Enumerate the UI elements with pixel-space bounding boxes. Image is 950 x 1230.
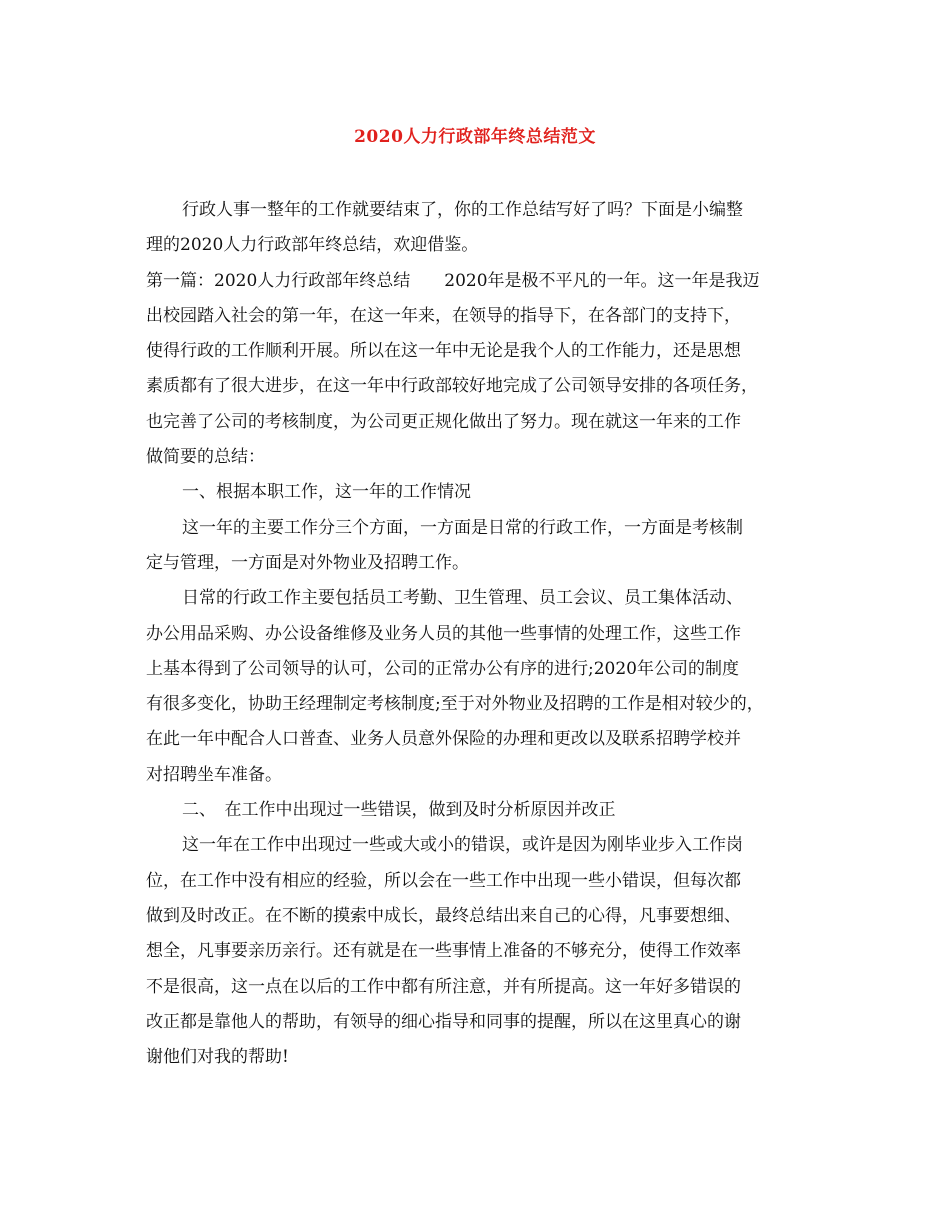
text-line: 有很多变化，协助王经理制定考核制度;至于对外物业及招聘的工作是相对较少的， — [146, 694, 764, 715]
text-line: 第一篇：2020人力行政部年终总结 2020年是极不平凡的一年。这一年是我迈 — [146, 270, 760, 291]
document-body — [146, 193, 826, 1075]
text-line: 理的2020人力行政部年终总结，欢迎借鉴。 — [146, 235, 479, 256]
text-line: 谢他们对我的帮助! — [146, 1047, 289, 1068]
text-line: 位，在工作中没有相应的经验，所以会在一些工作中出现一些小错误，但每次都 — [146, 870, 741, 891]
text-line: 做简要的总结： — [146, 447, 265, 468]
text-line: 上基本得到了公司领导的认可，公司的正常办公有序的进行;2020年公司的制度 — [146, 658, 739, 679]
text-line: 想全，凡事要亲历亲行。还有就是在一些事情上准备的不够充分，使得工作效率 — [146, 941, 741, 962]
text-line: 日常的行政工作主要包括员工考勤、卫生管理、员工会议、员工集体活动、 — [182, 588, 743, 609]
text-line: 这一年的主要工作分三个方面，一方面是日常的行政工作，一方面是考核制 — [182, 517, 743, 538]
text-line: 定与管理，一方面是对外物业及招聘工作。 — [146, 552, 469, 573]
text-line: 改正都是靠他人的帮助，有领导的细心指导和同事的提醒，所以在这里真心的谢 — [146, 1011, 741, 1032]
text-line: 做到及时改正。在不断的摸索中成长，最终总结出来自己的心得，凡事要想细、 — [146, 905, 741, 926]
document-title: 2020人力行政部年终总结范文 — [354, 127, 596, 147]
text-line: 行政人事一整年的工作就要结束了，你的工作总结写好了吗？下面是小编整 — [182, 200, 743, 220]
text-line: 办公用品采购、办公设备维修及业务人员的其他一些事情的处理工作，这些工作 — [146, 623, 741, 644]
text-line: 在此一年中配合人口普查、业务人员意外保险的办理和更改以及联系招聘学校并 — [146, 729, 741, 750]
text-line: 二、 在工作中出现过一些错误，做到及时分析原因并改正 — [182, 800, 616, 821]
text-line: 使得行政的工作顺利开展。所以在这一年中无论是我个人的工作能力，还是思想 — [146, 341, 741, 362]
text-line: 素质都有了很大进步，在这一年中行政部较好地完成了公司领导安排的各项任务， — [146, 376, 758, 397]
text-line: 一、根据本职工作，这一年的工作情况 — [182, 482, 471, 503]
text-line: 也完善了公司的考核制度，为公司更正规化做出了努力。现在就这一年来的工作 — [146, 411, 741, 432]
text-line: 出校园踏入社会的第一年，在这一年来，在领导的指导下，在各部门的支持下， — [146, 305, 741, 326]
text-line: 这一年在工作中出现过一些或大或小的错误，或许是因为刚毕业步入工作岗 — [182, 835, 743, 856]
text-line: 对招聘坐车准备。 — [146, 764, 282, 785]
text-line: 不是很高，这一点在以后的工作中都有所注意，并有所提高。这一年好多错误的 — [146, 976, 741, 997]
